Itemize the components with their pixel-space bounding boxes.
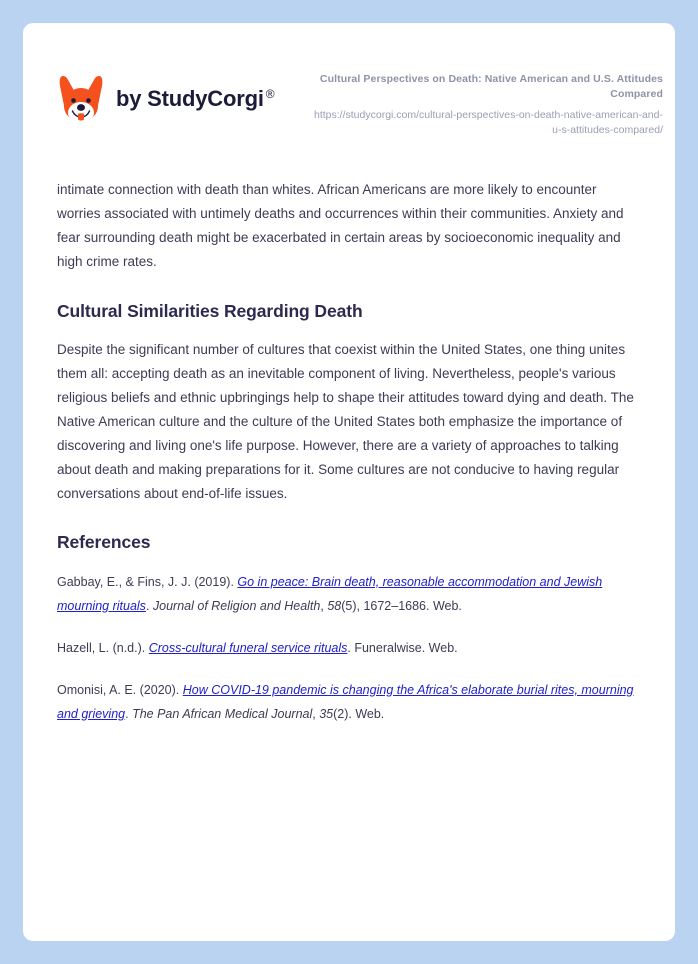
document-body bbox=[23, 178, 675, 726]
header-meta bbox=[313, 70, 663, 138]
reference-link[interactable]: Cross-cultural funeral service rituals bbox=[148, 640, 348, 655]
reference-link[interactable]: How COVID-19 pandemic is changing the Africa's elaborate burial rites, mourning and grieving bbox=[57, 682, 634, 721]
reference-volume: 35 bbox=[319, 706, 334, 721]
reference-journal: The Pan African Medical Journal bbox=[132, 706, 313, 721]
section-paragraph: Despite the significant number of cultures that coexist within the United States, one thing unites them all: accepting death as an inevitable component of living. Nevertheless, people's various religious beliefs and ethnic upbringings help to shape their attitudes toward dying and death. The Native American culture and the culture of the United States both emphasize the importance of discovering and living one's life purpose. However, there are a variety of approaches to talking about death and making preparations for it. Some cultures are not conducive to having regular conversations about end-of-life issues. bbox=[57, 341, 634, 501]
section-heading-cultural-similarities: Cultural Similarities Regarding Death bbox=[57, 300, 363, 321]
reference-item bbox=[57, 636, 641, 660]
document-title: Cultural Perspectives on Death: Native American and U.S. Attitudes Compared bbox=[319, 73, 663, 100]
reference-pages: (5), 1672–1686. Web. bbox=[341, 598, 462, 613]
studycorgi-brand[interactable] bbox=[57, 70, 274, 124]
corgi-head-icon bbox=[57, 74, 105, 124]
reference-separator: . bbox=[347, 640, 355, 655]
brand-wordmark bbox=[116, 86, 274, 112]
reference-item bbox=[57, 678, 641, 726]
reference-item bbox=[57, 570, 641, 618]
reference-pages: (2). Web. bbox=[333, 706, 385, 721]
reference-authors-year: Omonisi, A. E. (2020). bbox=[57, 682, 183, 697]
registered-trademark-icon: ® bbox=[265, 86, 275, 101]
reference-volume: 58 bbox=[327, 598, 342, 613]
document-source-url: https://studycorgi.com/cultural-perspectives-on-death-native-american-and-u-s-attitudes-compared/ bbox=[314, 108, 663, 136]
reference-authors-year: Gabbay, E., & Fins, J. J. (2019). bbox=[57, 574, 238, 589]
reference-comma: , bbox=[320, 598, 328, 613]
document-page-card bbox=[23, 23, 675, 941]
intro-paragraph: intimate connection with death than whites. African Americans are more likely to encounter worries associated with untimely deaths and occurrences within their communities. Anxiety and fear surrounding death might be exacerbated in certain areas by socioeconomic inequality and high crime rates. bbox=[57, 181, 624, 269]
reference-separator: . bbox=[145, 598, 153, 613]
section-heading-references: References bbox=[57, 531, 151, 552]
reference-authors-year: Hazell, L. (n.d.). bbox=[57, 640, 149, 655]
reference-journal: Journal of Religion and Health bbox=[152, 598, 321, 613]
reference-link[interactable]: Go in peace: Brain death, reasonable accommodation and Jewish mourning rituals bbox=[57, 574, 603, 613]
brand-wordmark-text: by StudyCorgi bbox=[116, 86, 264, 111]
reference-pages: Funeralwise. Web. bbox=[354, 640, 458, 655]
reference-separator: . bbox=[125, 706, 133, 721]
reference-comma: , bbox=[312, 706, 320, 721]
document-header bbox=[23, 23, 675, 138]
